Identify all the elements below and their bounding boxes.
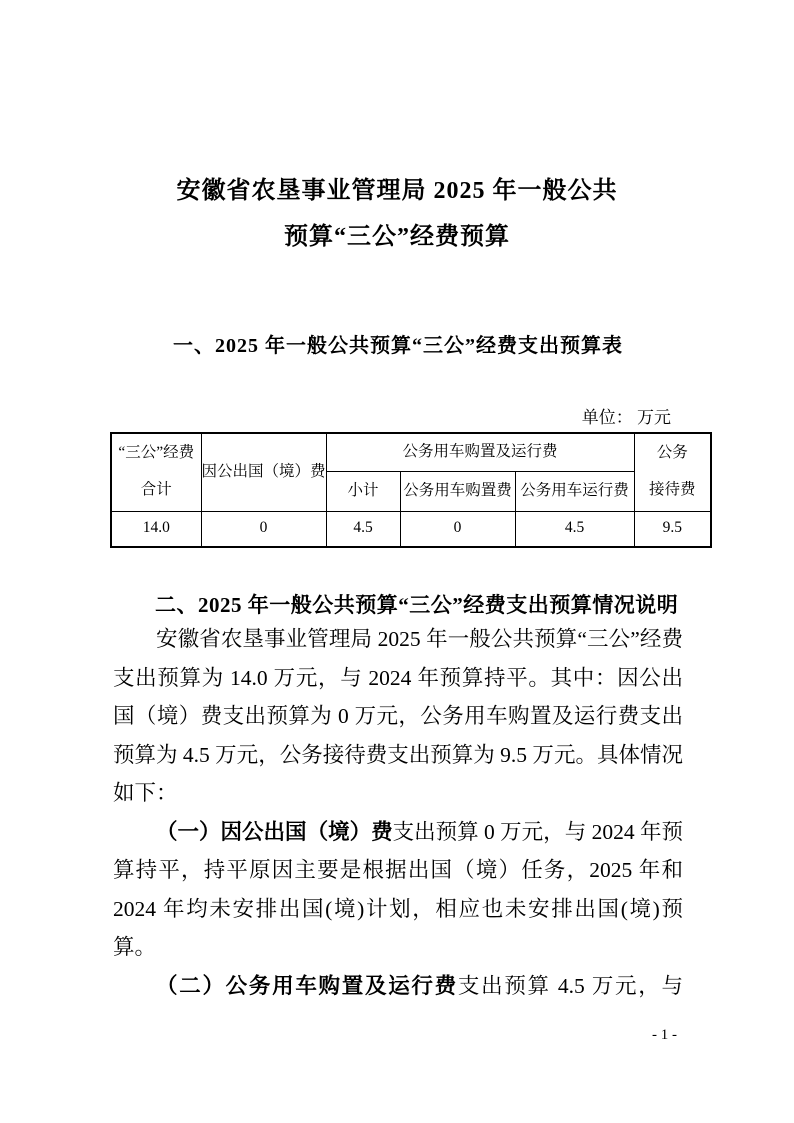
header-vehicle-group: 公务用车购置及运行费 <box>326 433 634 471</box>
paragraph-vehicle-detail <box>113 967 683 1006</box>
body-text <box>113 620 683 1005</box>
cell-vehicle-subtotal: 4.5 <box>326 511 400 547</box>
header-vehicle-operation: 公务用车运行费 <box>515 471 634 511</box>
header-vehicle-subtotal: 小计 <box>326 471 400 511</box>
paragraph-vehicle-detail-lead: （二）公务用车购置及运行费 <box>156 973 458 998</box>
paragraph-abroad-detail-lead: （一）因公出国（境）费 <box>156 819 393 844</box>
document-title-line-1: 安徽省农垦事业管理局 2025 年一般公共 <box>176 178 618 204</box>
header-abroad-fee: 因公出国（境）费 <box>201 433 326 511</box>
paragraph-summary: 安徽省农垦事业管理局 2025 年一般公共预算“三公”经费支出预算为 14.0 万元，与 2024 年预算持平。其中：因公出国（境）费支出预算为 0 万元，公务用车购置及运行费支出预算为 4.5 万元，公务接待费支出预算为 9.5 万元。具体情况如下： <box>113 627 683 805</box>
cell-vehicle-purchase: 0 <box>400 511 515 547</box>
section-1-heading: 一、2025 年一般公共预算“三公”经费支出预算表 <box>173 335 623 357</box>
header-sangong-total <box>111 433 201 511</box>
header-vehicle-purchase: 公务用车购置费 <box>400 471 515 511</box>
table-row <box>111 511 711 547</box>
cell-vehicle-operation: 4.5 <box>515 511 634 547</box>
paragraph-vehicle-detail-text: 支出预算 4.5 万元，与 <box>457 973 683 998</box>
paragraph-abroad-detail-text: 支出预算 0 万元，与 2024 年预算持平，持平原因主要是根据出国（境）任务，2025 年和 2024 年均未安排出国(境)计划，相应也未安排出国(境)预算。 <box>113 819 683 959</box>
page-number: - 1 - <box>652 1027 677 1043</box>
sangong-budget-table <box>110 432 712 548</box>
header-reception-line-1: 公务 <box>656 444 688 462</box>
table-unit-note: 单位： 万元 <box>581 408 671 427</box>
section-2-heading: 二、2025 年一般公共预算“三公”经费支出预算情况说明 <box>155 593 679 617</box>
header-sangong-total-line-2: 合计 <box>140 481 172 499</box>
cell-abroad: 0 <box>201 511 326 547</box>
cell-reception: 9.5 <box>634 511 711 547</box>
header-reception-line-2: 接待费 <box>649 481 696 499</box>
cell-total: 14.0 <box>111 511 201 547</box>
header-reception-fee <box>634 433 711 511</box>
paragraph-abroad-detail <box>113 813 683 967</box>
document-title <box>0 168 794 260</box>
document-title-line-2: 预算“三公”经费预算 <box>284 224 510 250</box>
header-sangong-total-line-1: “三公”经费 <box>118 444 195 462</box>
